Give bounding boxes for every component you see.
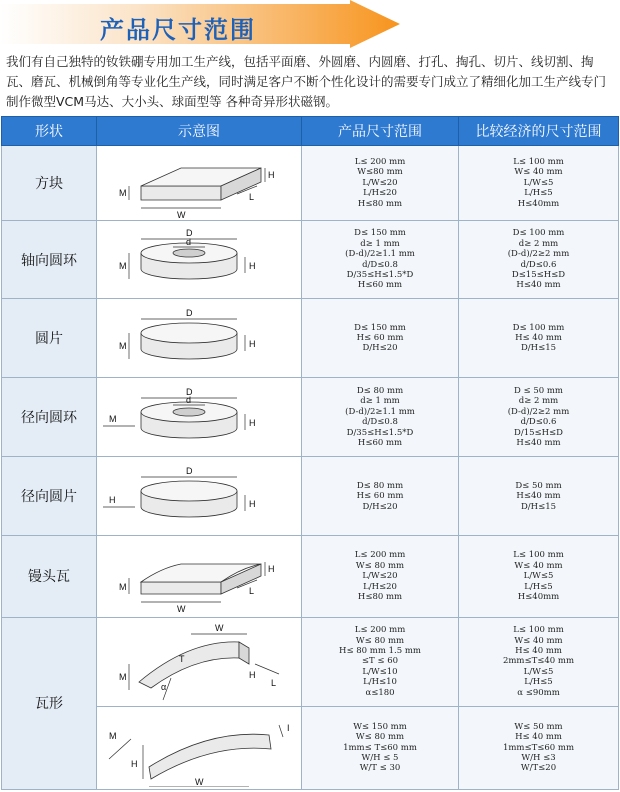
range-line: (D-d)/2≥1.1 mm [345, 406, 415, 417]
range-line: L/W≤10 [362, 666, 398, 677]
shape-diagram-cell [97, 706, 302, 789]
range-line: L≤ 100 mm [513, 550, 564, 561]
range-line: d/D≤0.6 [520, 259, 557, 270]
range-line: H≤60 mm [357, 280, 403, 291]
range-line: 1mm≤ T≤60 mm [343, 742, 417, 753]
range-line: H≤40 mm [516, 491, 561, 502]
table-row [2, 457, 619, 536]
banner-arrow-graphic [0, 0, 620, 50]
range-line: d≥ 1 mm [360, 396, 400, 407]
table-row [2, 536, 619, 617]
range-line: d≥ 2 mm [518, 396, 559, 407]
shape-name-cell: 瓦形 [2, 617, 97, 789]
range-line: W/H ≤3 [521, 753, 556, 764]
shape-diagram [99, 538, 299, 614]
range-line: (D-d)/2≥1.1 mm [345, 249, 415, 260]
table-row [2, 221, 619, 299]
range-line: H≤40mm [517, 592, 560, 603]
shape-name-cell: 镘头瓦 [2, 536, 97, 617]
shape-name-cell: 圆片 [2, 299, 97, 378]
economic-range-cell [459, 146, 619, 221]
dimension-label: d [186, 395, 192, 406]
range-line: D/35≤H≤1.5*D [346, 427, 414, 438]
shape-diagram [99, 459, 299, 533]
range-line: H≤80 mm [357, 592, 403, 603]
range-line: d/D≤0.8 [362, 259, 398, 270]
table-row [2, 378, 619, 457]
range-line: H≤ 80 mm 1.5 mm [339, 646, 421, 657]
shape-diagram-cell [97, 457, 302, 536]
range-line: ≤T ≤ 60 [361, 656, 399, 667]
range-line: α≤180 [365, 687, 395, 698]
shape-diagram [99, 223, 299, 296]
range-line: L/W≤20 [362, 571, 398, 582]
range-line: H≤40mm [517, 198, 560, 209]
range-line: D/H≤15 [520, 343, 557, 354]
dimension-label: d [186, 237, 192, 248]
range-line: L/H≤5 [524, 581, 553, 592]
table-row [2, 146, 619, 221]
dimension-label: H [109, 495, 116, 506]
range-line: H≤ 40 mm [515, 646, 562, 657]
shape-name-cell: 径向圆环 [2, 378, 97, 457]
range-line: H≤80 mm [357, 198, 403, 209]
range-line: W≤ 80 mm [355, 635, 405, 646]
product-range-cell [302, 221, 459, 299]
range-line: 1mm≤T≤60 mm [502, 742, 575, 753]
product-range-cell [302, 146, 459, 221]
range-line: H≤60 mm [357, 438, 403, 449]
shape-diagram-cell [97, 617, 302, 706]
title-banner [0, 0, 620, 50]
range-line: L/W≤20 [362, 177, 398, 188]
dimension-label: M [119, 188, 127, 199]
range-line: W≤ 40 mm [514, 635, 563, 646]
range-line: W≤ 50 mm [514, 721, 563, 732]
product-range-cell [302, 299, 459, 378]
dimension-label: W [195, 776, 204, 787]
range-line: L≤ 100 mm [513, 625, 564, 636]
dimension-label: H [249, 261, 256, 272]
dimension-label: M [119, 341, 127, 352]
dimension-label: L [271, 677, 277, 688]
header-product-range: 产品尺寸范围 [302, 117, 459, 146]
range-line: W≤ 40 mm [514, 167, 563, 178]
header-shape: 形状 [2, 117, 97, 146]
dimension-label: W [177, 210, 186, 219]
range-line: H≤40 mm [516, 438, 561, 449]
range-line: L≤ 200 mm [354, 157, 406, 167]
range-line: L/W≤5 [523, 571, 554, 582]
page-title: 产品尺寸范围 [100, 16, 256, 44]
range-line: d/D≤0.6 [520, 417, 557, 428]
product-range-cell [302, 378, 459, 457]
range-line: L≤ 200 mm [354, 625, 406, 636]
range-line: D ≤ 50 mm [514, 386, 563, 397]
range-line: D/H≤20 [362, 501, 398, 512]
range-line: L≤ 200 mm [354, 550, 406, 561]
range-line: α ≤90mm [517, 687, 560, 698]
economic-range-cell [459, 221, 619, 299]
economic-range-cell [459, 299, 619, 378]
shape-diagram [99, 620, 299, 704]
shape-diagram-cell [97, 299, 302, 378]
economic-range-cell [459, 536, 619, 617]
dimension-label: M [109, 414, 117, 425]
range-line: L/W≤5 [523, 177, 554, 188]
table-row [2, 617, 619, 706]
dimension-label: T [179, 653, 185, 664]
size-range-table [1, 116, 619, 790]
dimension-label: H [131, 758, 138, 769]
dimension-label: H [268, 170, 275, 181]
range-line: W≤80 mm [357, 167, 403, 178]
range-line: W≤ 80 mm [355, 560, 405, 571]
range-line: H≤ 60 mm [356, 491, 404, 502]
shape-name-cell: 方块 [2, 146, 97, 221]
table-header-row [2, 117, 619, 146]
dimension-label: H [249, 418, 256, 429]
range-line: L/H≤5 [524, 677, 553, 688]
intro-paragraph: 我们有自己独特的钕铁硼专用加工生产线，包括平面磨、外圆磨、内圆磨、打孔、掏孔、切片、线切割、掏瓦、磨瓦、机械倒角等专业化生产线，同时满足客户不断个性化设计的需要专门成立了精细化加工生产线专门制作微型VCM马达、大小头、球面型等 各种奇异形状磁钢。 [6, 54, 607, 109]
dimension-label: D [186, 387, 193, 398]
shape-name-cell: 轴向圆环 [2, 221, 97, 299]
range-line: D≤ 100 mm [512, 228, 565, 239]
range-line: (D-d)/2≥2 mm [507, 406, 570, 417]
range-line: D/H≤20 [362, 343, 398, 354]
range-line: D≤ 150 mm [354, 322, 406, 333]
product-range-cell [302, 617, 459, 706]
range-line: W/H ≤ 5 [361, 753, 399, 764]
range-line: W/T≤20 [520, 763, 557, 774]
range-line: D/H≤15 [520, 501, 557, 512]
range-line: H≤ 60 mm [356, 332, 404, 343]
range-line: L/H≤10 [363, 677, 397, 688]
shape-diagram-cell [97, 146, 302, 221]
dimension-label: H [249, 499, 256, 510]
economic-range-cell [459, 457, 619, 536]
range-line: H≤ 40 mm [515, 332, 562, 343]
dimension-label: M [119, 671, 127, 682]
range-line: W≤ 150 mm [353, 721, 407, 732]
dimension-label: H [249, 339, 256, 350]
shape-diagram-cell [97, 536, 302, 617]
product-range-cell [302, 457, 459, 536]
table-row [2, 299, 619, 378]
range-line: L≤ 100 mm [513, 157, 564, 167]
range-line: W/T ≤ 30 [359, 763, 401, 774]
range-line: W≤ 80 mm [355, 732, 405, 743]
dimension-label: M [119, 582, 127, 593]
range-line: W≤ 40 mm [514, 560, 563, 571]
range-line: (D-d)/2≥2 mm [507, 249, 570, 260]
economic-range-cell [459, 378, 619, 457]
range-line: D≤15≤H≤D [511, 269, 566, 280]
shape-diagram [99, 301, 299, 375]
range-line: H≤ 40 mm [515, 732, 562, 743]
dimension-label: L [249, 586, 255, 597]
dimension-label: L [249, 192, 255, 203]
dimension-label: D [186, 308, 193, 319]
dimension-label: I [287, 722, 290, 733]
shape-diagram-cell [97, 221, 302, 299]
dimension-label: M [109, 730, 117, 741]
shape-name-cell: 径向圆片 [2, 457, 97, 536]
range-line: H≤40 mm [516, 280, 561, 291]
dimension-label: D [186, 228, 193, 239]
dimension-label: M [119, 261, 127, 272]
economic-range-cell [459, 617, 619, 706]
shape-diagram [99, 148, 299, 218]
range-line: D/15≤H≤D [514, 427, 563, 438]
shape-diagram-cell [97, 378, 302, 457]
range-line: L/W≤5 [523, 666, 554, 677]
range-line: L/H≤20 [363, 188, 397, 199]
range-line: d≥ 2 mm [518, 238, 559, 249]
range-line: D≤ 80 mm [356, 386, 404, 397]
economic-range-cell [459, 706, 619, 789]
header-diagram: 示意图 [97, 117, 302, 146]
product-range-cell [302, 706, 459, 789]
dimension-label: α [161, 681, 167, 692]
dimension-label: D [186, 466, 193, 477]
range-line: d≥ 1 mm [360, 238, 400, 249]
range-line: L/H≤5 [524, 188, 553, 199]
dimension-label: H [249, 669, 256, 680]
range-line: L/H≤20 [363, 581, 397, 592]
header-economic-range: 比较经济的尺寸范围 [459, 117, 619, 146]
shape-diagram [99, 709, 299, 787]
product-range-cell [302, 536, 459, 617]
dimension-label: H [268, 564, 275, 575]
range-line: D≤ 50 mm [515, 480, 562, 491]
dimension-label: W [177, 604, 186, 615]
shape-diagram [99, 380, 299, 454]
range-line: D≤ 150 mm [354, 228, 406, 239]
dimension-label: W [215, 622, 224, 633]
range-line: D≤ 80 mm [356, 480, 404, 491]
range-line: D≤ 100 mm [512, 322, 565, 333]
range-line: 2mm≤T≤40 mm [502, 656, 575, 667]
range-line: D/35≤H≤1.5*D [346, 269, 414, 280]
range-line: d/D≤0.8 [362, 417, 398, 428]
